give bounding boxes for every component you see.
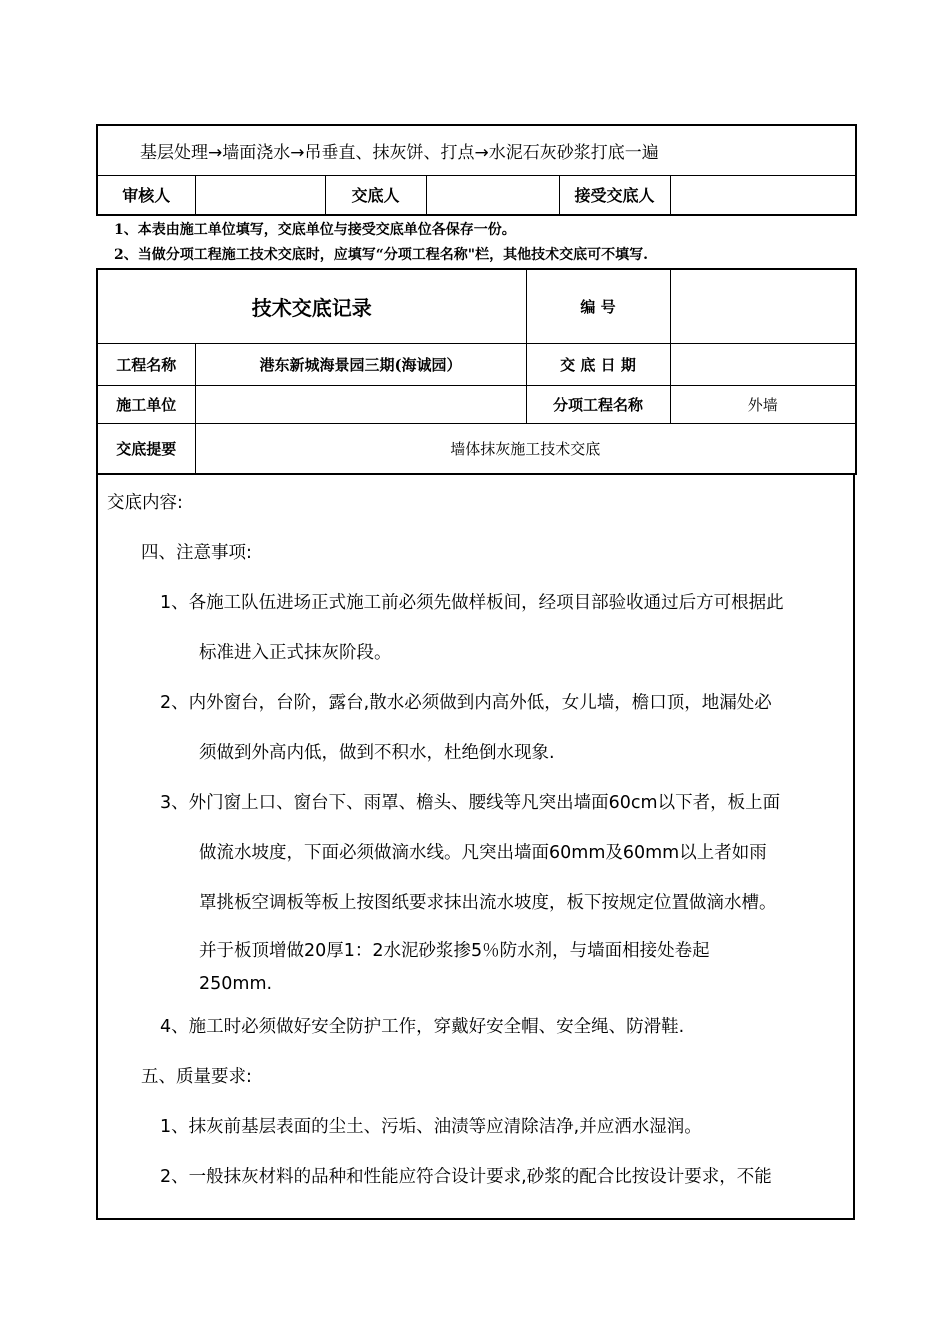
receiver-field[interactable] xyxy=(670,175,856,215)
top-table xyxy=(96,124,857,216)
content-line: 须做到外高内低，做到不积水，杜绝倒水现象. xyxy=(199,743,555,763)
summary-value[interactable]: 墙体抹灰施工技术交底 xyxy=(195,423,856,474)
note-2: 2、当做分项工程施工技术交底时，应填写“分项工程名称"栏，其他技术交底可不填写. xyxy=(114,247,648,263)
record-table xyxy=(96,268,857,475)
receiver-label: 接受交底人 xyxy=(559,175,670,215)
content-line: 1、各施工队伍进场正式施工前必须先做样板间，经项目部验收通过后方可根据此 xyxy=(160,593,784,613)
content-line: 并于板顶增做20厚1：2水泥砂浆掺5％防水剂，与墙面相接处卷起 xyxy=(199,941,710,961)
content-line: 标准进入正式抹灰阶段。 xyxy=(199,643,392,663)
sub-project-label: 分项工程名称 xyxy=(526,385,670,423)
date-field[interactable] xyxy=(670,343,856,385)
section-heading: 五、质量要求: xyxy=(141,1067,252,1087)
note-1: 1、本表由施工单位填写，交底单位与接受交底单位各保存一份。 xyxy=(114,222,516,238)
discloser-label: 交底人 xyxy=(325,175,426,215)
summary-label: 交底提要 xyxy=(97,423,195,474)
process-text: 基层处理→墙面浇水→吊垂直、抹灰饼、打点→水泥石灰砂浆打底一遍 xyxy=(97,125,856,175)
content-line: 3、外门窗上口、窗台下、雨罩、檐头、腰线等凡突出墙面60cm以下者，板上面 xyxy=(160,793,781,813)
reviewer-label: 审核人 xyxy=(97,175,195,215)
record-title: 技术交底记录 xyxy=(97,269,526,343)
disclosure-content xyxy=(96,473,855,1220)
project-name-label: 工程名称 xyxy=(97,343,195,385)
content-line: 2、一般抹灰材料的品种和性能应符合设计要求,砂浆的配合比按设计要求，不能 xyxy=(160,1167,772,1187)
project-name-value[interactable]: 港东新城海景园三期(海诚园） xyxy=(195,343,526,385)
reviewer-field[interactable] xyxy=(195,175,325,215)
construction-unit-label: 施工单位 xyxy=(97,385,195,423)
section-heading: 四、注意事项: xyxy=(141,543,252,563)
content-heading: 交底内容: xyxy=(107,493,183,513)
construction-unit-field[interactable] xyxy=(195,385,526,423)
date-label: 交 底 日 期 xyxy=(526,343,670,385)
discloser-field[interactable] xyxy=(426,175,559,215)
sub-project-value[interactable]: 外墙 xyxy=(670,385,856,423)
content-line: 1、抹灰前基层表面的尘土、污垢、油渍等应清除洁净,并应洒水湿润。 xyxy=(160,1117,702,1137)
number-label: 编 号 xyxy=(526,269,670,343)
content-line: 250mm. xyxy=(199,974,273,994)
content-line: 做流水坡度，下面必须做滴水线。凡突出墙面60mm及60mm以上者如雨 xyxy=(199,843,767,863)
number-field[interactable] xyxy=(670,269,856,343)
content-line: 4、施工时必须做好安全防护工作，穿戴好安全帽、安全绳、防滑鞋. xyxy=(160,1017,685,1037)
content-line: 2、内外窗台，台阶，露台,散水必须做到内高外低，女儿墙，檐口顶，地漏处必 xyxy=(160,693,772,713)
content-line: 罩挑板空调板等板上按图纸要求抹出流水坡度，板下按规定位置做滴水槽。 xyxy=(199,893,777,913)
